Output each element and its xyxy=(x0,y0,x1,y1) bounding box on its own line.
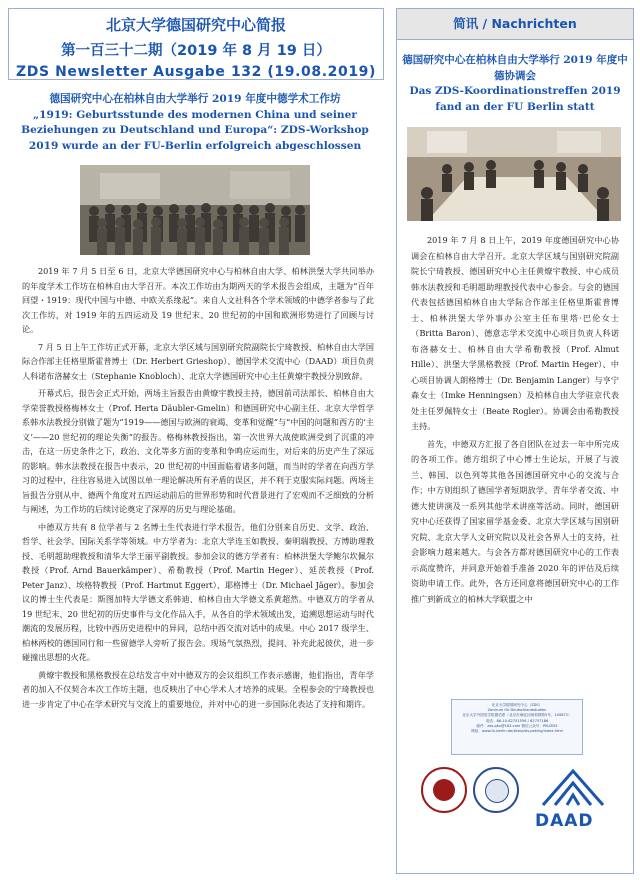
main-paragraph: 中德双方共有 8 位学者与 2 名博士生代表进行学术报告，他们分别来自历史、文学、政治、哲学、社会学、国际关系学等领域。中方学者为：北京大学连玉如教授、秦明瑞教授、方博助理教授、毛明超助理教授和清华大学王丽平副教授。参加会议的德方学者有：柏林洪堡大学鲍尔坎佩尔教授（Prof. Arnd Bauerkämper）、希勒教授（Prof. Martin Heger）、延茨教授（Prof. Peter Janz）、埃格特教授（Prof. Hartmut Eggert）、耶格博士（Dr. Michael Jäger）。参加会议的博士生代表是：斯图加特大学德文系韩迪、柏林自由大学德文系黄超然。中德双方的学者从 19 世纪末、20 世纪初的历史事件与文化作品入手，从各自的学术领域出发，追溯思想运动与时代潮流的发展历程，比较中西历史进程中的异同，总结中西交流对话中的成果。中心 2017 级学生、柏林两校的德国同行和一些留德学人旁听了报告会。现场气氛热烈，提问、补充此起彼伏，进一步碰撞出思想的火花。 xyxy=(22,521,374,662)
sidebar-article-body xyxy=(411,233,619,609)
main-article-title xyxy=(14,92,376,154)
main-article-title-de: „1919: Geburtsstunde des modernen China und seiner Beziehungen zu Deutschland und Europa“: ZDS-Workshop 2019 wurde an der FU-Berlin erfolgreich abgeschlossen xyxy=(21,108,369,152)
daad-logo-text: DAAD xyxy=(535,811,594,831)
daad-logo-icon xyxy=(533,765,613,811)
newsletter-header xyxy=(8,8,384,80)
main-paragraph: 7 月 5 日上午工作坊正式开幕，北京大学区域与国别研究院副院长宁琦教授、柏林自由大学国际合作部主任格里斯霍普博士（Dr. Herbert Grieshop）、德国学术交流中心（DAAD）项目负责人科诺布洛赫女士（Stephanie Knobloch）、北京大学德国研究中心主任黄燎宇教授分别致辞。 xyxy=(22,341,374,381)
main-paragraph: 开幕式后，报告会正式开始，两场主旨报告由黄燎宇教授主持，德国前司法部长、柏林自由大学荣誉教授格梅林女士（Prof. Herta Däubler-Gmelin）和德国研究中心副主任、北京大学哲学系韩水法教授分别做了题为“1919——德国与欧洲的衰竭、变革和觉醒”与“中国的问题和西方的‘主义’——20 世纪初的理论失衡”的报告。格梅林教授指出，第一次世界大战使欧洲受到了沉重的冲击，在这一历史条件之下，政治、文化等多方面的变革和争鸣应运而生，对后来的历史产生了深远的影响。韩水法教授在报告中表示，20 世纪初的中国面临着诸多问题，而当时的学者在向西方学习的过程中，往往容易进入试图以单一理论解决所有矛盾的误区，并不利于克服实际问题。两场主旨报告分别从中、德两个角度对五四运动前后的世界形势和时代背景进行了宏观而不乏细致的分析与阐述，为工作坊的后续讨论奠定了深厚的历史与理论基础。 xyxy=(22,388,374,514)
contact-card xyxy=(451,699,583,755)
main-article-body xyxy=(22,264,374,714)
header-issue-zh: 第一百三十二期（2019 年 8 月 19 日） xyxy=(61,43,331,59)
header-issue-de: ZDS Newsletter Ausgabe 132 (19.08.2019) xyxy=(15,64,376,80)
sidebar-paragraph: 首先，中德双方汇报了各自团队在过去一年中所完成的各项工作。德方组织了中心博士生论坛，开展了与波兰、韩国、以色列等其他各国德国研究中心的交流与合作；中方则组织了德国学者短期放学、青年学者交流、中德大使讲演及一系列其他学术讲座等活动。同时，德国研究中心还获得了国家留学基金委、北京大学区域与国别研究院、北京大学人文研究院以及社会各界人士的支持，社会影响力越来越大。与会各方都对德国研究中心的工作表示高度赞许，并同意开始着手准备 2020 年的评估及后续资助申请工作。此外，各方还同意将德国研究中心的工作推广到新成立的柏林大学联盟之中 xyxy=(411,438,619,604)
main-paragraph: 黄燎宇教授和黑格教授在总结发言中对中德双方的会议组织工作表示感谢，他们指出，青年学者的加入不仅契合本次工作坊主题，也反映出了中心学术人才培养的成果。全程参会的宁琦教授也进一步肯定了中心在学术研究与交流上的重要地位，并对中心的进一步国际化表达了支持和期许。 xyxy=(22,669,374,709)
humboldt-university-logo-icon xyxy=(473,767,519,813)
contact-line: 电话：86-10-62751556 / 62757186 xyxy=(485,718,549,723)
contact-line: 网址：www.fu-berlin.de/sites/zds-peking/index.html xyxy=(471,729,563,734)
contact-line: Zentrum für Deutschlandstudien xyxy=(487,708,547,713)
peking-university-logo-icon xyxy=(421,767,467,813)
contact-line: 北京大学外国语学院德语系（北京市海淀区颐和园路5号，100871） xyxy=(462,713,572,718)
main-article-title-zh: 德国研究中心在柏林自由大学举行 2019 年度中德学术工作坊 xyxy=(49,93,341,105)
sidebar-title-de: Das ZDS-Koordinationstreffen 2019 fand an der FU Berlin statt xyxy=(409,85,621,113)
news-sidebar xyxy=(396,8,634,874)
meeting-photo xyxy=(407,127,621,221)
contact-line: 邮件：zds.pku@163.com 微信公众号：PKUZDS xyxy=(476,723,558,728)
group-photo xyxy=(80,165,310,255)
sidebar-heading: 简讯 / Nachrichten xyxy=(397,9,633,40)
sidebar-article-title xyxy=(401,53,629,115)
header-title-zh: 北京大学德国研究中心简报 xyxy=(105,16,286,34)
partner-logos xyxy=(411,759,619,837)
sidebar-title-zh: 德国研究中心在柏林自由大学举行 2019 年度中德协调会 xyxy=(402,54,628,82)
contact-line: 北京大学德国研究中心（ZDS） xyxy=(491,703,543,707)
main-paragraph: 2019 年 7 月 5 日至 6 日，北京大学德国研究中心与柏林自由大学、柏林洪堡大学共同举办的年度学术工作坊在柏林自由大学召开。本次工作坊由为期两天的学术报告会组成，主题为“百年回望・1919：现代中国与中德、中欧关系缘起”。来自人文社科各个学术领域的中德学者参与了此次工作坊，对 1919 年的五四运动及 19 世纪末、20 世纪初的中国和欧洲形势进行了回顾与讨论。 xyxy=(22,266,374,334)
sidebar-paragraph: 2019 年 7 月 8 日上午，2019 年度德国研究中心协调会在柏林自由大学召开。北京大学区域与国别研究院副院长宁琦教授、德国研究中心主任黄燎宇教授、中心成员韩水法教授和毛明超助理教授代表中心参会。与会的德国代表包括德国柏林自由大学际合作部主任格里斯霍普博士、柏林洪堡大学外事办公室主任布里塔·巴伦女士（Britta Baron）、德意志学术交流中心项目负责人科诺布洛赫女士、柏林自由大学希勒教授（Prof. Almut Hille）、洪堡大学黑格教授（Prof. Martin Heger）、中心项目协调人朗格博士（Dr. Benjamin Langer）与亨宁森女士（Imke Henningsen）及柏林自由大学驻京代表处主任罗佩特女士（Beate Rogler）。协调会由希勒教授主持。 xyxy=(411,235,619,431)
